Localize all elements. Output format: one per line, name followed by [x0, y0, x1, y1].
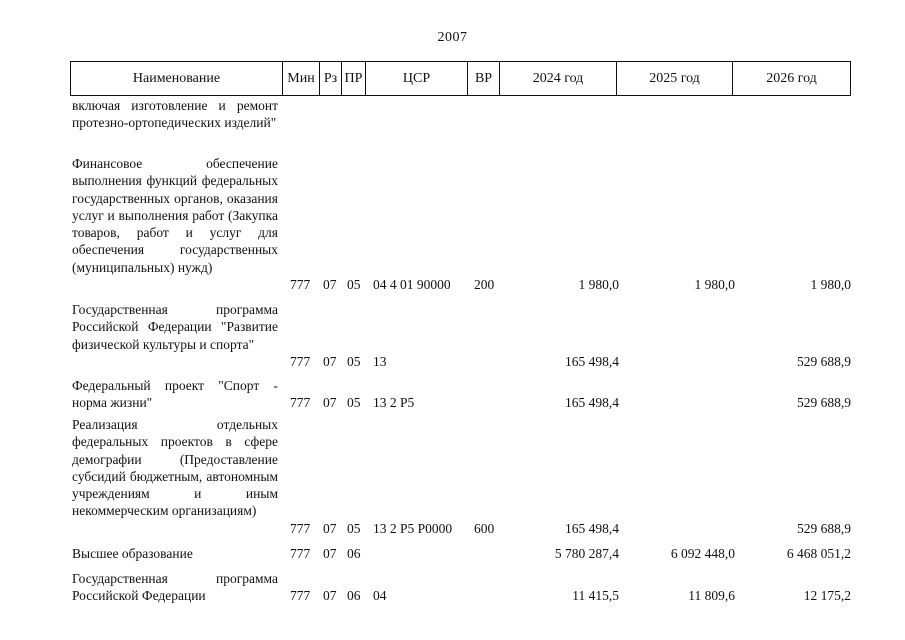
row-min: 777: [290, 588, 311, 603]
row-vr: 200: [474, 277, 495, 292]
row-pr: 05: [347, 395, 361, 410]
row-pr: 05: [347, 521, 361, 536]
column-header-vr: ВР: [468, 62, 500, 96]
row-2024: 5 780 287,4: [554, 546, 619, 561]
row-2024: 11 415,5: [572, 588, 619, 603]
row-csr: 04: [373, 588, 387, 603]
row-2024: 1 980,0: [578, 277, 619, 292]
row-rz: 07: [323, 588, 337, 603]
row-name: Государственная программа Российской Федерации "Развитие физической культуры и спорта": [72, 302, 278, 352]
row-rz: 07: [323, 395, 337, 410]
row-csr: 13 2 P5: [373, 395, 415, 410]
row-min: 777: [290, 354, 311, 369]
row-name: Федеральный проект "Спорт - норма жизни": [72, 378, 278, 411]
row-2026: 12 175,2: [803, 588, 851, 603]
row-min: 777: [290, 395, 311, 410]
row-2024: 165 498,4: [565, 521, 619, 536]
row-min: 777: [290, 521, 311, 536]
row-name: Финансовое обеспечение выполнения функций федеральных государственных органов, оказания услуг и выполнения работ (Закупка товаров, работ и услуг для обеспечения государственных (муниципальных) нужд): [72, 156, 278, 275]
row-name: Государственная программа Российской Федерации: [72, 571, 278, 604]
row-2025: 6 092 448,0: [670, 546, 735, 561]
row-2025: 1 980,0: [694, 277, 735, 292]
row-name: включая изготовление и ремонт протезно-ортопедических изделий": [72, 98, 278, 131]
row-csr: 04 4 01 90000: [373, 277, 451, 292]
row-vr: 600: [474, 521, 495, 536]
row-pr: 05: [347, 277, 361, 292]
column-header-rz: Рз: [320, 62, 342, 96]
row-2026: 1 980,0: [810, 277, 851, 292]
row-pr: 06: [347, 546, 361, 561]
table-header: [70, 61, 851, 96]
column-header-2025: 2025 год: [617, 62, 733, 96]
row-2026: 529 688,9: [797, 521, 851, 536]
row-pr: 06: [347, 588, 361, 603]
row-csr: 13 2 P5 P0000: [373, 521, 453, 536]
row-2026: 6 468 051,2: [786, 546, 851, 561]
row-rz: 07: [323, 546, 337, 561]
row-pr: 05: [347, 354, 361, 369]
row-2026: 529 688,9: [797, 395, 851, 410]
page-number: 2007: [437, 30, 468, 45]
row-name: Реализация отдельных федеральных проектов в сфере демографии (Предоставление субсидий бюджетным, автономным учреждениям и иным некоммерческим организациям): [72, 417, 278, 519]
row-2024: 165 498,4: [565, 395, 619, 410]
row-rz: 07: [323, 521, 337, 536]
row-min: 777: [290, 277, 311, 292]
column-header-min: Мин: [283, 62, 320, 96]
column-header-2026: 2026 год: [733, 62, 851, 96]
row-csr: 13: [373, 354, 387, 369]
column-header-pr: ПР: [342, 62, 366, 96]
row-rz: 07: [323, 277, 337, 292]
row-rz: 07: [323, 354, 337, 369]
row-min: 777: [290, 546, 311, 561]
column-header-csr: ЦСР: [366, 62, 468, 96]
row-name: Высшее образование: [72, 546, 193, 561]
column-header-name: Наименование: [71, 62, 283, 96]
row-2025: 11 809,6: [688, 588, 735, 603]
row-2024: 165 498,4: [565, 354, 619, 369]
column-header-2024: 2024 год: [500, 62, 617, 96]
row-2026: 529 688,9: [797, 354, 851, 369]
